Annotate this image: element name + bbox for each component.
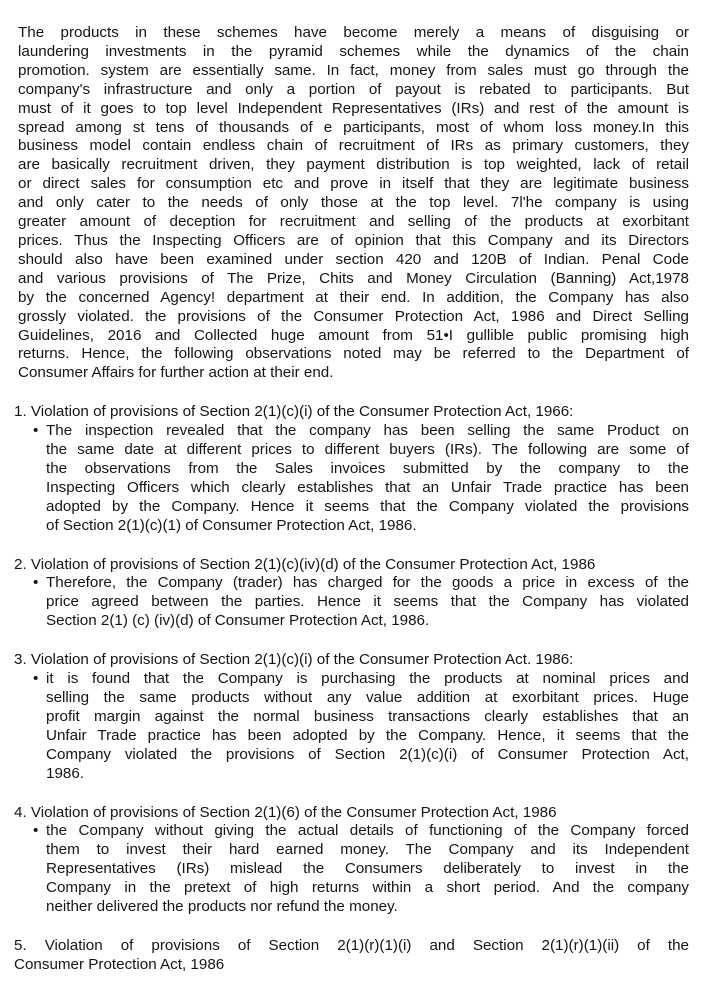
- text-line: Representatives (IRs) mislead the Consumers deliberately to invest in the: [46, 860, 689, 878]
- bullet-dot-icon: •: [33, 422, 39, 440]
- section-4-bullet-text: [46, 822, 689, 917]
- text-line: profit margin against the normal business transactions clearly establishes that an: [46, 707, 689, 725]
- text-line: company's infrastructure and only a portion of payout is rebated to participants. But: [18, 80, 689, 98]
- text-line: greater amount of deception for recruitment and selling of the products at exorbitant: [18, 213, 689, 231]
- text-line: returns. Hence, the following observations noted may be referred to the Department of: [18, 345, 689, 363]
- text-line: The inspection revealed that the company has been selling the same Product on: [46, 422, 689, 440]
- section-5-heading: [14, 936, 689, 975]
- violation-section-1: [14, 403, 689, 535]
- text-line: Consumer Protection Act, 1986: [14, 955, 225, 973]
- text-line: adopted by the Company. Hence it seems that the Company violated the provisions: [46, 497, 689, 515]
- text-line: it is found that the Company is purchasing the products at nominal prices and: [46, 670, 689, 688]
- text-line: grossly violated. the provisions of the Consumer Protection Act, 1986 and Direct Selling: [18, 307, 689, 325]
- text-line: by the concerned Agency! department at their end. In addition, the Company has also: [18, 288, 689, 306]
- section-2-bullet-text: [46, 574, 689, 631]
- section-2-bullet-item: [18, 574, 689, 631]
- text-line: selling the same products without any value addition at exorbitant prices. Huge: [46, 689, 689, 706]
- text-line: them to invest their hard earned money. The Company and its Independent: [46, 841, 689, 859]
- text-line: of Section 2(1)(c)(1) of Consumer Protection Act, 1986.: [46, 516, 417, 534]
- text-line: 1986.: [46, 764, 85, 782]
- text-line: the Company without giving the actual details of functioning of the Company forced: [46, 822, 689, 840]
- text-line: or direct sales for consumption etc and prove in itself that they are legitimate business: [18, 175, 689, 193]
- text-line: the same date at different prices to different buyers (IRs). The following are some of: [46, 441, 689, 459]
- violation-section-5: [14, 936, 689, 975]
- text-line: Guidelines, 2016 and Collected huge amount from 51•I gullible public promising high: [18, 326, 689, 344]
- text-line: should also have been examined under section 420 and 120B of Indian. Penal Code: [18, 250, 689, 268]
- text-line: and various provisions of The Prize, Chits and Money Circulation (Banning) Act,1978: [18, 269, 689, 287]
- text-line: prices. Thus the Inspecting Officers are of opinion that this Company and its Directors: [18, 231, 689, 249]
- text-line: the observations from the Sales invoices submitted by the company to the: [46, 459, 689, 477]
- violation-section-2: [14, 555, 689, 632]
- section-1-heading: [14, 403, 689, 422]
- text-line: price agreed between the parties. Hence it seems that the Company has violated: [46, 593, 689, 611]
- violation-section-3: [14, 651, 689, 783]
- text-line: are basically recruitment driven, they payment distribution is top weighted, lack of retail: [18, 156, 689, 174]
- bullet-dot-icon: •: [33, 574, 39, 592]
- section-1-bullet-text: [46, 422, 689, 535]
- text-line: and only cater to the needs of only those at the top level. 7l'he company is using: [18, 194, 689, 212]
- text-line: must of it goes to top level Independent Representatives (IRs) and rest of the amount is: [18, 99, 689, 117]
- section-4-bullet-item: [18, 822, 689, 917]
- section-3-heading: [14, 651, 689, 670]
- section-3-bullet-item: [18, 670, 689, 783]
- text-line: The products in these schemes have become merely a means of disguising or: [18, 24, 689, 41]
- text-line: 2. Violation of provisions of Section 2(1)(c)(iv)(d) of the Consumer Protection Act, 1986: [14, 555, 596, 573]
- text-line: Consumer Affairs for further action at their end.: [18, 364, 334, 382]
- text-line: laundering investments in the pyramid schemes while the dynamics of the chain: [18, 42, 689, 60]
- text-line: Section 2(1) (c) (iv)(d) of Consumer Protection Act, 1986.: [46, 612, 430, 630]
- section-2-heading: [14, 555, 689, 575]
- text-line: business model contain endless chain of recruitment of IRs as primary customers, they: [18, 137, 689, 155]
- text-line: promotion. system are essentially same. In fact, money from sales must go through the: [18, 61, 689, 79]
- violation-section-4: [14, 803, 689, 917]
- text-line: Therefore, the Company (trader) has charged for the goods a price in excess of the: [46, 574, 689, 592]
- intro-paragraph: [18, 24, 689, 383]
- section-3-bullet-text: [46, 670, 689, 783]
- section-1-bullet-item: [18, 422, 689, 535]
- text-line: neither delivered the products nor refund the money.: [46, 898, 398, 916]
- text-line: Inspecting Officers which clearly establishes that an Unfair Trade practice has been: [46, 478, 689, 496]
- text-line: 4. Violation of provisions of Section 2(1)(6) of the Consumer Protection Act, 1986: [14, 803, 557, 821]
- text-line: Company violated the provisions of Section 2(1)(c)(i) of Consumer Protection Act,: [46, 745, 689, 763]
- bullet-dot-icon: •: [33, 670, 39, 688]
- text-line: 5. Violation of provisions of Section 2(1)(r)(1)(i) and Section 2(1)(r)(1)(ii) of the: [14, 936, 689, 954]
- text-line: 3. Violation of provisions of Section 2(1)(c)(i) of the Consumer Protection Act. 1986:: [14, 651, 574, 669]
- section-4-heading: [14, 803, 689, 823]
- bullet-dot-icon: •: [33, 822, 39, 840]
- text-line: Unfair Trade practice has been adopted by the Company. Hence, it seems that the: [46, 726, 689, 744]
- text-line: Company in the pretext of high returns within a short period. And the company: [46, 879, 689, 897]
- text-line: spread among st tens of thousands of e participants, most of whom loss money.In this: [18, 118, 689, 136]
- text-line: 1. Violation of provisions of Section 2(1)(c)(i) of the Consumer Protection Act, 1966:: [14, 403, 574, 421]
